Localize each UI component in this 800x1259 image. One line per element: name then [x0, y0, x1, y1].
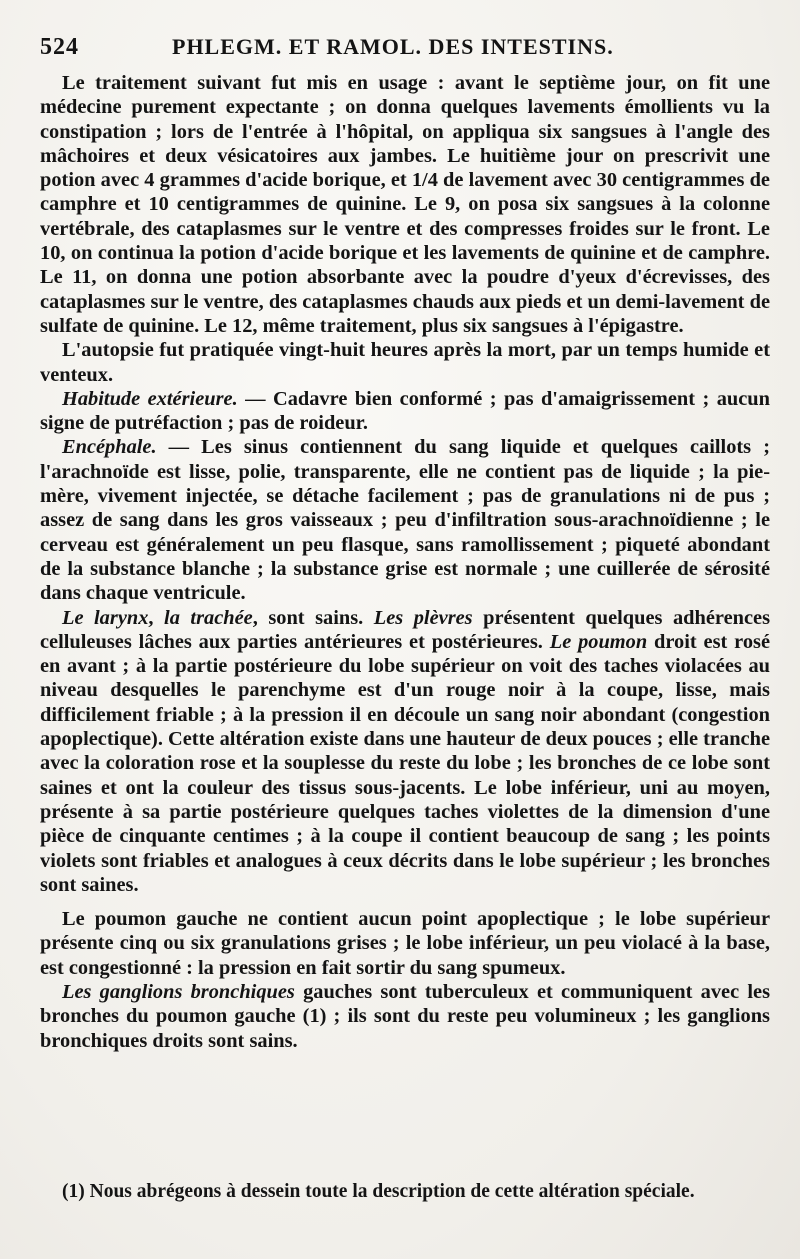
footnote: (1) Nous abrégeons à dessein toute la description de cette altération spéciale. [62, 1181, 695, 1202]
paragraph-larynx: Le larynx, la trachée, sont sains. Les plèvres présentent quelques adhérences celluleuses lâches aux parties antérieures et postérieures. Le poumon droit est rosé en avant ; à la partie postérieure du lobe supérieur on voit des taches violacées au niveau desquelles le parenchyme est d'un rouge noir à la coupe, lisse, mais difficilement friable ; à la pression il en découle un sang noir abondant (congestion apoplectique). Cette altération existe dans une hauteur de deux pouces ; elle tranche avec la coloration rose et la souplesse du reste du lobe ; les bronches de ce lobe sont saines et ont la couleur des tissus sous-jacents. Le lobe inférieur, uni au moyen, présente à sa partie postérieure quelques taches violettes de la dimension d'une pièce de cinquante centimes ; à la coupe il contient beaucoup de sang ; les points violets sont friables et analogues à ceux décrits dans le lobe supérieur ; les bronches sont saines. [40, 606, 771, 896]
paragraph-encephale: Encéphale. — Les sinus contiennent du sang liquide et quelques caillots ; l'arachnoïde est lisse, polie, transparente, elle ne contient pas de liquide ; la pie-mère, vivement injectée, se détache facilement ; pas de granulations ni de pus ; assez de sang dans les gros vaisseaux ; peu d'infiltration sous-arachnoïdienne ; le cerveau est généralement un peu flasque, sans ramollissement ; piqueté abondant de la substance blanche ; la substance grise est normale ; une cuillerée de sérosité dans chaque ventricule. [40, 436, 770, 605]
section-lead: Encéphale. [62, 436, 157, 459]
paragraph-left-lung: Le poumon gauche ne contient aucun point apoplectique ; le lobe supérieur présente cinq ou six granulations grises ; le lobe inférieur, un peu violacé à la base, est congestionné : la pression en fait sortir du sang spumeux. [40, 908, 770, 979]
running-title: PHLEGM. ET RAMOL. DES INTESTINS. [172, 34, 614, 59]
paragraph-autopsy: L'autopsie fut pratiquée vingt-huit heures après la mort, par un temps humide et venteux. [40, 339, 770, 386]
paragraph-exterior: Habitude extérieure. — Cadavre bien conformé ; pas d'amaigrissement ; aucun signe de putréfaction ; pas de roideur. [40, 387, 770, 435]
paragraph-ganglions: Les ganglions bronchiques gauches sont tuberculeux et communiquent avec les bronches du poumon gauche (1) ; ils sont du reste peu volumineux ; les ganglions bronchiques droits sont sains. [40, 980, 771, 1052]
body-text [40, 71, 770, 1053]
paragraph-treatment: Le traitement suivant fut mis en usage : avant le septième jour, on fit une médecine purement expectante ; on donna quelques lavements émollients vu la constipation ; lors de l'entrée à l'hôpital, on appliqua six sangsues à l'angle des mâchoires et deux vésicatoires aux jambes. Le huitième jour on prescrivit une potion avec 4 grammes d'acide borique, et 1/4 de lavement avec 30 centigrammes de camphre et 10 centigrammes de quinine. Le 9, on posa six sangsues à la colonne vertébrale, des cataplasmes sur le ventre et des compresses froides sur le front. Le 10, on continua la potion d'acide borique et les lavements de quinine et de camphre. Le 11, on donna une potion absorbante avec la poudre d'yeux d'écrevisses, des cataplasmes sur le ventre, des cataplasmes chauds aux pieds et un demi-lavement de sulfate de quinine. Le 12, même traitement, plus six sangsues à l'épigastre. [40, 72, 770, 337]
page-header [40, 34, 770, 61]
page-number: 524 [40, 34, 79, 60]
section-lead: Habitude extérieure. [62, 387, 238, 410]
section-lead: Les ganglions bronchiques [62, 980, 295, 1003]
section-lead: Le larynx [62, 606, 149, 629]
